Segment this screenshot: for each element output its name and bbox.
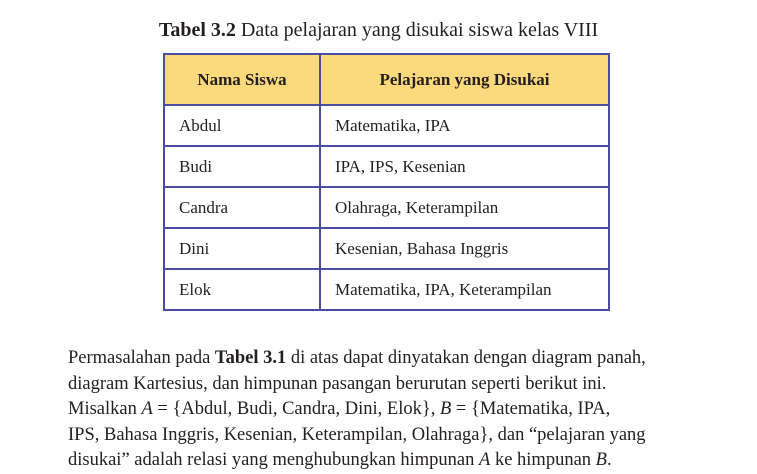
table-row (164, 146, 609, 187)
table-header-row (164, 54, 609, 105)
table-row (164, 269, 609, 310)
set-b-ref: B (595, 450, 607, 470)
data-table (163, 53, 610, 311)
table-caption (0, 18, 757, 42)
cell-subjects: Kesenian, Bahasa Inggris (320, 228, 609, 269)
cell-name: Dini (164, 228, 320, 269)
body-paragraph (68, 346, 708, 474)
paragraph-line: IPS, Bahasa Inggris, Kesenian, Keterampilan, Olahraga}, dan “pelajaran yang (68, 424, 646, 445)
cell-subjects: Matematika, IPA, Keterampilan (320, 269, 609, 310)
set-a-ref: A (479, 450, 491, 470)
cell-subjects: Matematika, IPA (320, 105, 609, 146)
cell-name: Abdul (164, 105, 320, 146)
paragraph-line: diagram Kartesius, dan himpunan pasangan berurutan seperti berikut ini. (68, 373, 607, 394)
caption-number: Tabel 3.2 (158, 19, 236, 41)
cell-name: Budi (164, 146, 320, 187)
table-row (164, 187, 609, 228)
paragraph-line: Misalkan A = {Abdul, Budi, Candra, Dini, Elok}, B = {Matematika, IPA, (68, 399, 611, 419)
table-reference: Tabel 3.1 (214, 348, 287, 368)
set-b-name: B (439, 399, 452, 419)
cell-name: Elok (164, 269, 320, 310)
cell-subjects: IPA, IPS, Kesenian (320, 146, 609, 187)
caption-text: Data pelajaran yang disukai siswa kelas VIII (240, 19, 599, 41)
header-nama-siswa: Nama Siswa (164, 54, 320, 105)
set-a-name: A (141, 399, 153, 419)
paragraph-line: Permasalahan pada Tabel 3.1 di atas dapat dinyatakan dengan diagram panah, (68, 348, 646, 368)
header-pelajaran: Pelajaran yang Disukai (320, 54, 609, 105)
cell-name: Candra (164, 187, 320, 228)
cell-subjects: Olahraga, Keterampilan (320, 187, 609, 228)
table-row (164, 105, 609, 146)
paragraph-line: disukai” adalah relasi yang menghubungkan himpunan A ke himpunan B. (68, 450, 612, 470)
table-row (164, 228, 609, 269)
